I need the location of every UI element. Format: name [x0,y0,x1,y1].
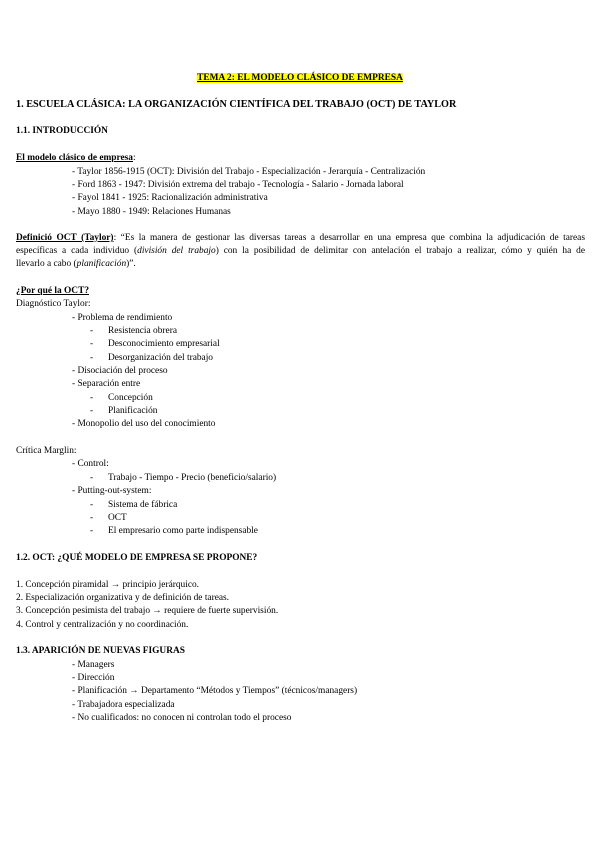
definition-label: Definició OCT (Taylor) [16,233,114,243]
definition-line-2 [16,245,585,257]
diagnosis-problem-item: Desconocimiento empresarial [108,339,220,349]
marglin-putting-item: Sistema de fábrica [108,500,178,510]
diagnosis-separation-item: Concepción [108,393,153,403]
section-1-heading: 1. ESCUELA CLÁSICA: LA ORGANIZACIÓN CIENTÍFICA DEL TRABAJO (OCT) DE TAYLOR [16,99,457,110]
model-label: El modelo clásico de empresa [16,153,133,163]
definition-text-1: : “Es la manera de gestionar las diversas tareas a desarrollar en una empresa que combina la adjudicación de tareas [113,233,585,243]
oct-model-item: 3. Concepción pesimista del trabajo → requiere de fuerte supervisión. [16,606,279,616]
marglin-label: Crítica Marglin: [16,446,77,456]
bullet-icon: - [90,473,94,483]
model-item-taylor: - Taylor 1856-1915 (OCT): División del Trabajo - Especialización - Jerarquía - Centralización [72,167,426,177]
subsection-1-2-heading: 1.2. OCT: ¿QUÉ MODELO DE EMPRESA SE PROPONE? [16,553,258,563]
bullet-icon: - [90,353,94,363]
model-item-ford: - Ford 1863 - 1947: División extrema del trabajo - Tecnología - Salario - Jornada laboral [72,180,404,190]
subsection-1-3-heading: 1.3. APARICIÓN DE NUEVAS FIGURAS [16,646,185,656]
bullet-icon: - [90,326,94,336]
diagnosis-problem: - Problema de rendimiento [72,313,173,323]
definition-text-2b: ) con la posibilidad de delimitar con antelación el trabajo a realizar, cómo y quién ha de [215,246,586,256]
new-figure-item: - Managers [72,660,115,670]
marglin-putting-item: El empresario como parte indispensable [108,526,258,536]
oct-model-item: 1. Concepción piramidal → principio jerárquico. [16,580,200,590]
new-figure-item: - Dirección [72,673,115,683]
definition-text-3a: llevarlo a cabo ( [16,259,77,269]
diagnosis-separation-item: Planificación [108,406,158,416]
new-figure-item: - No cualificados: no conocen ni controlan todo el proceso [72,713,292,723]
subsection-1-1-heading: 1.1. INTRODUCCIÓN [16,126,108,136]
definition-text-3b: )”. [126,259,136,269]
new-figure-item: - Trabajadora especializada [72,700,175,710]
bullet-icon: - [90,526,94,536]
diagnosis-monopoly: - Monopolio del uso del conocimiento [72,419,216,429]
why-oct-heading: ¿Por qué la OCT? [16,286,90,296]
marglin-putting-out: - Putting-out-system: [72,486,152,496]
marglin-putting-item: OCT [108,513,127,523]
bullet-icon: - [90,513,94,523]
definition-line-3 [16,258,136,270]
model-item-mayo: - Mayo 1880 - 1949: Relaciones Humanas [72,207,231,217]
bullet-icon: - [90,500,94,510]
new-figure-item: - Planificación → Departamento “Métodos y Tiempos” (técnicos/managers) [72,686,358,696]
model-label-line [16,152,136,164]
marglin-control-item: Trabajo - Tiempo - Precio (beneficio/salario) [108,473,277,483]
marglin-control: - Control: [72,459,109,469]
bullet-icon: - [90,339,94,349]
diagnosis-problem-item: Resistencia obrera [108,326,177,336]
diagnosis-separation: - Separación entre [72,379,141,389]
definition-line-1 [16,232,585,244]
definition-text-2a: específicas a cada individuo ( [16,246,138,256]
document-title-wrap [0,72,600,84]
model-item-fayol: - Fayol 1841 - 1925: Racionalización administrativa [72,193,268,203]
oct-model-item: 4. Control y centralización y no coordinación. [16,620,189,630]
definition-italic-division: división del trabajo [137,246,216,256]
definition-italic-planning: planificación [76,259,127,269]
document-title: TEMA 2: EL MODELO CLÁSICO DE EMPRESA [197,73,403,83]
bullet-icon: - [90,393,94,403]
bullet-icon: - [90,406,94,416]
oct-model-item: 2. Especialización organizativa y de definición de tareas. [16,593,230,603]
model-label-suffix: : [133,153,136,163]
diagnosis-dissociation: - Disociación del proceso [72,366,168,376]
diagnosis-label: Diagnóstico Taylor: [16,299,91,309]
diagnosis-problem-item: Desorganización del trabajo [108,353,213,363]
